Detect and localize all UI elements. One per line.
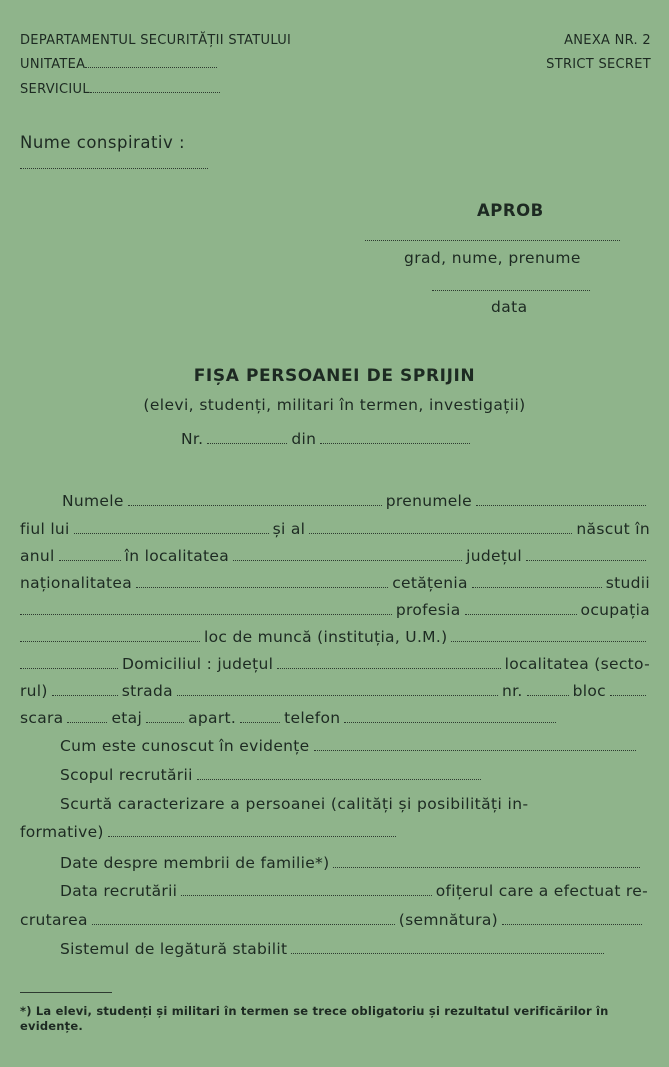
row-officer [20, 911, 646, 929]
classification-label: STRICT SECRET [546, 57, 651, 72]
service-field[interactable] [90, 82, 220, 93]
known-in-records-field[interactable] [314, 749, 637, 751]
fiul-lui-label: fiul lui [20, 520, 70, 538]
nationality-field[interactable] [136, 586, 388, 588]
strada-label: strada [121, 682, 173, 700]
workplace-field-cont[interactable] [20, 667, 118, 669]
apart-label: apart. [188, 709, 237, 727]
nr-label: Nr. [181, 430, 204, 448]
prenumele-label: prenumele [385, 492, 472, 510]
si-al-label: și al [272, 520, 306, 538]
unit-field[interactable] [85, 57, 217, 68]
footnote-text: *) La elevi, studenți și militari în termen se trece obligatoriu și rezultatul verificărilor în evidențe. [20, 1004, 609, 1033]
judetul-label: județul [466, 547, 522, 565]
birth-locality-field[interactable] [233, 559, 462, 561]
birth-year-field[interactable] [59, 559, 121, 561]
service-label: SERVICIUL [20, 82, 90, 97]
scara-label: scara [20, 709, 64, 727]
scopul-label: Scopul recrutării [60, 766, 193, 784]
row-name [62, 492, 650, 510]
row-nationality [20, 574, 650, 592]
semnatura-label: (semnătura) [398, 911, 498, 929]
localitatea-secto-label: localitatea (secto- [504, 655, 650, 673]
nascut-in-label: născut în [576, 520, 650, 538]
bloc-label: bloc [572, 682, 606, 700]
numele-field[interactable] [128, 504, 382, 506]
officer-field[interactable] [92, 923, 395, 925]
studies-field[interactable] [20, 613, 392, 615]
purpose-field[interactable] [197, 778, 481, 780]
unit-label: UNITATEA [20, 57, 86, 72]
birth-county-field[interactable] [526, 559, 646, 561]
locality-field[interactable] [52, 694, 118, 696]
nr-din-line [181, 430, 501, 448]
domiciliul-judetul-label: Domiciliul : județul [122, 655, 274, 673]
data-recrutarii-label: Data recrutării [60, 882, 178, 900]
contact-system-field[interactable] [291, 952, 604, 954]
date-caption: data [491, 298, 528, 316]
row-contact-system [60, 940, 608, 958]
profession-field[interactable] [465, 613, 577, 615]
street-number-field[interactable] [527, 694, 569, 696]
numele-label: Numele [62, 492, 124, 510]
row-apartment [20, 709, 560, 727]
nr-field[interactable] [207, 442, 287, 444]
family-label: Date despre membrii de familie*) [60, 854, 330, 872]
anul-label: anul [20, 547, 55, 565]
rul-label: rul) [20, 682, 48, 700]
occupation-field[interactable] [20, 640, 200, 642]
cum-cunoscut-label: Cum este cunoscut în evidențe [60, 737, 310, 755]
row-family [60, 854, 644, 872]
row-recruit-date [60, 882, 648, 900]
annex-number: ANEXA NR. 2 [564, 33, 651, 48]
characterization-label-1: Scurtă caracterizare a persoanei (calități și posibilități in- [60, 795, 529, 813]
unit-line [20, 57, 217, 72]
approval-date-field[interactable] [432, 290, 590, 291]
row-profession [20, 601, 650, 619]
din-label: din [291, 430, 317, 448]
row-birth [20, 547, 650, 565]
row-known-in-records [60, 737, 640, 755]
father-field[interactable] [74, 532, 269, 534]
approval-title: APROB [477, 201, 544, 220]
in-localitatea-label: în localitatea [124, 547, 230, 565]
row-workplace [20, 628, 650, 646]
row-purpose [60, 766, 485, 784]
ocupatia-label: ocupația [580, 601, 650, 619]
footnote-divider [20, 992, 112, 993]
approval-signatory-field[interactable] [365, 240, 620, 241]
loc-de-munca-label: loc de muncă (instituția, U.M.) [204, 628, 448, 646]
signature-field[interactable] [502, 923, 642, 925]
code-name-label: Nume conspirativ : [20, 133, 186, 152]
prenumele-field[interactable] [476, 504, 646, 506]
family-field[interactable] [333, 866, 640, 868]
recruit-date-field[interactable] [181, 894, 431, 896]
phone-field[interactable] [344, 721, 556, 723]
characterization-label-2: formative) [20, 823, 104, 841]
sistemul-label: Sistemul de legătură stabilit [60, 940, 288, 958]
department-name: DEPARTAMENTUL SECURITĂȚII STATULUI [20, 33, 292, 48]
profesia-label: profesia [395, 601, 461, 619]
crutarea-label: crutarea [20, 911, 88, 929]
floor-field[interactable] [146, 721, 184, 723]
mother-field[interactable] [309, 532, 572, 534]
row-street [20, 682, 650, 700]
row-domicile [20, 655, 650, 673]
studii-label: studii [605, 574, 650, 592]
block-field[interactable] [610, 694, 646, 696]
citizenship-field[interactable] [472, 586, 602, 588]
nationalitatea-label: naționalitatea [20, 574, 133, 592]
din-field[interactable] [320, 442, 470, 444]
staircase-field[interactable] [67, 721, 107, 723]
row-characterization [20, 823, 400, 841]
telefon-label: telefon [284, 709, 341, 727]
row-parents [20, 520, 650, 538]
nr-street-label: nr. [502, 682, 523, 700]
ofiterul-label: ofițerul care a efectuat re- [435, 882, 648, 900]
form-title: FIȘA PERSOANEI DE SPRIJIN [193, 366, 476, 386]
apartment-field[interactable] [240, 721, 280, 723]
cetatenia-label: cetățenia [392, 574, 468, 592]
characterization-field[interactable] [108, 835, 396, 837]
code-name-field[interactable] [20, 168, 208, 169]
workplace-field[interactable] [451, 640, 646, 642]
service-line [20, 82, 220, 97]
domicile-county-field[interactable] [277, 667, 500, 669]
etaj-label: etaj [111, 709, 143, 727]
street-field[interactable] [177, 694, 498, 696]
form-subtitle: (elevi, studenți, militari în termen, investigații) [143, 396, 526, 414]
signatory-caption: grad, nume, prenume [404, 249, 581, 267]
